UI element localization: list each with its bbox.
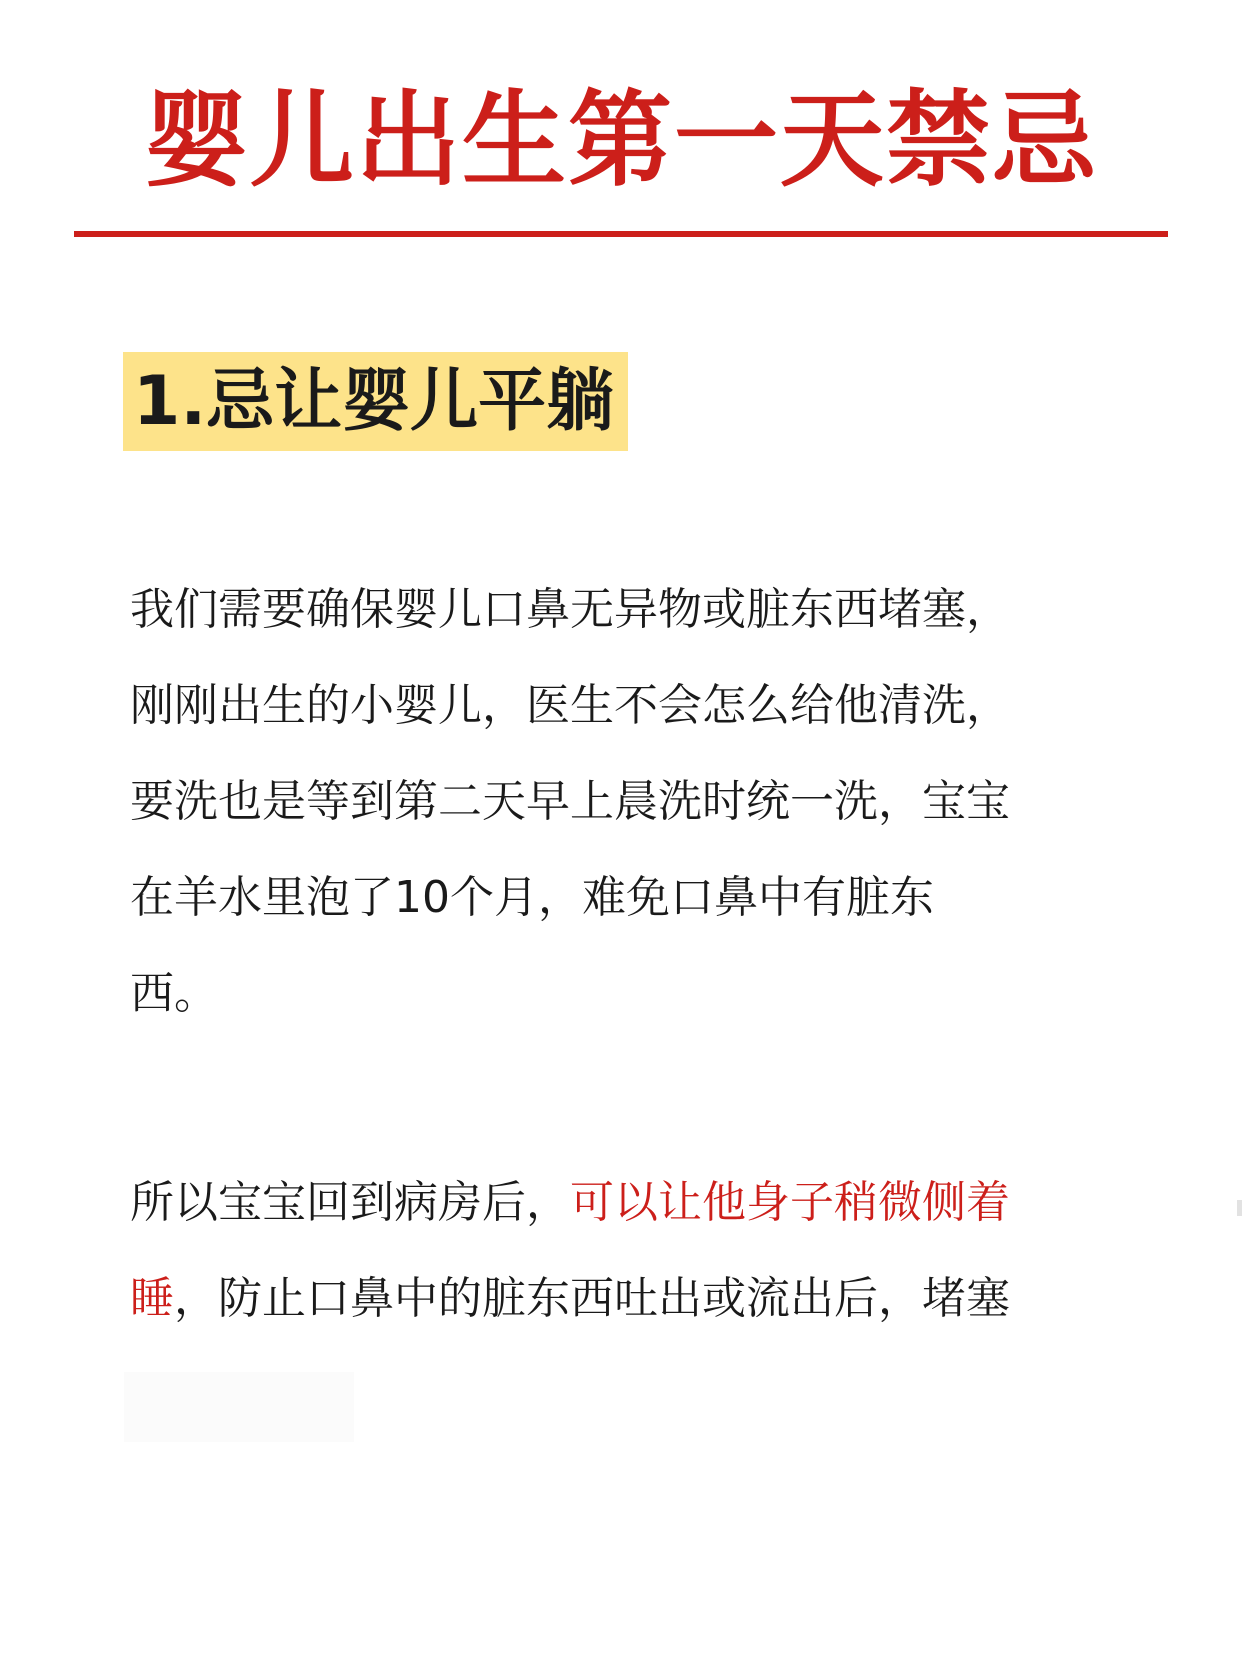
faded-area [124, 1372, 354, 1442]
section-heading: 1.忌让婴儿平躺 [123, 352, 628, 451]
page-title: 婴儿出生第一天禁忌 [143, 79, 1098, 201]
paragraph-2 [130, 1155, 1120, 1347]
plain-text: ，防止口鼻中的脏东西吐出或流出后，堵塞 [174, 1273, 1010, 1324]
paragraph-1 [130, 562, 1120, 1042]
highlighted-text: 睡 [130, 1273, 174, 1324]
paragraph-line: 西。 [130, 968, 218, 1019]
paragraph-line: 在羊水里泡了10个月，难免口鼻中有脏东 [130, 872, 934, 923]
paragraph-line: 我们需要确保婴儿口鼻无异物或脏东西堵塞， [130, 584, 1010, 635]
paragraph-line [130, 1155, 1120, 1251]
paragraph-line: 要洗也是等到第二天早上晨洗时统一洗，宝宝 [130, 776, 1010, 827]
paragraph-line [130, 1251, 1120, 1347]
paragraph-line: 刚刚出生的小婴儿，医生不会怎么给他清洗， [130, 680, 1010, 731]
title-divider [74, 231, 1168, 237]
plain-text: 所以宝宝回到病房后， [130, 1177, 570, 1228]
highlighted-text: 可以让他身子稍微侧着 [570, 1177, 1010, 1228]
edge-mark [1237, 1200, 1242, 1216]
